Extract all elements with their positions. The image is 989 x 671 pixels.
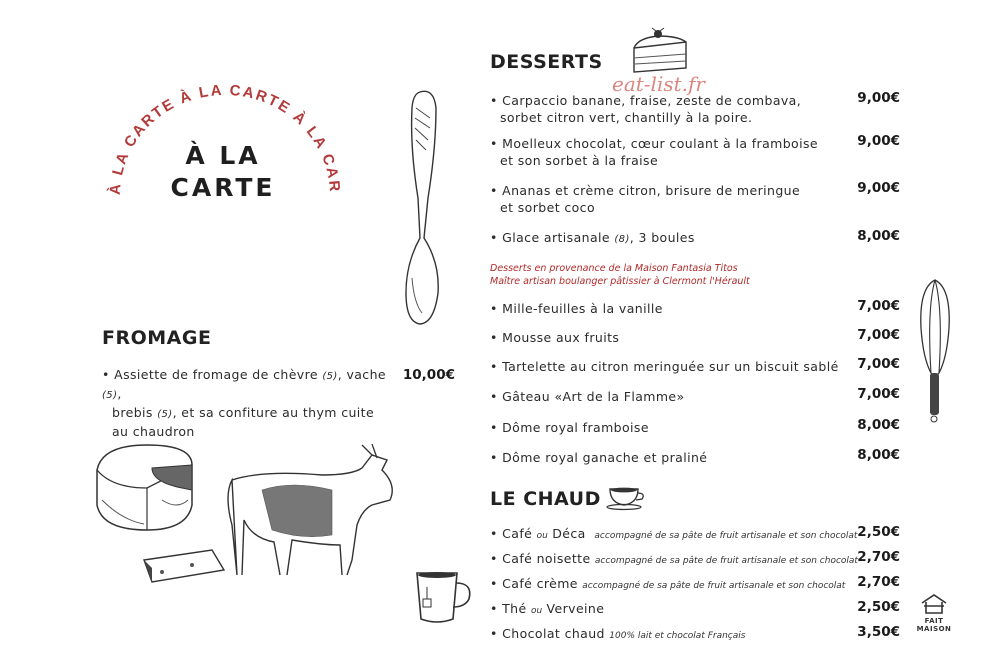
- dessert-price: 8,00€: [857, 228, 900, 244]
- desserts-heading: DESSERTS: [490, 51, 603, 73]
- dessert-price: 7,00€: [857, 356, 900, 372]
- cake-icon: [628, 28, 690, 76]
- chaud-price: 2,70€: [857, 574, 900, 590]
- dessert-price: 7,00€: [857, 298, 900, 314]
- fromage-price: 10,00€: [402, 367, 455, 383]
- dessert-price: 8,00€: [857, 417, 900, 433]
- supplier-note: Desserts en provenance de la Maison Fantasia Titos Maître artisan boulanger pâtissier à Clermont l'Hérault: [490, 263, 750, 287]
- dessert-price: 8,00€: [857, 447, 900, 463]
- dessert-item: • Tartelette au citron meringuée sur un biscuit sablé: [490, 359, 839, 374]
- fromage-heading: FROMAGE: [102, 327, 212, 349]
- dessert-item: • Dôme royal ganache et praliné: [490, 450, 708, 465]
- fait-maison-badge: FAIT MAISON: [916, 617, 952, 633]
- cheese-icon: [92, 440, 237, 590]
- title-line-1: À LA: [185, 141, 261, 170]
- dessert-item: • Gâteau «Art de la Flamme»: [490, 389, 685, 404]
- chaud-item: • Café crème accompagné de sa pâte de fruit artisanale et son chocolat: [490, 576, 846, 591]
- chaud-heading: LE CHAUD: [490, 488, 601, 510]
- mug-icon: [413, 569, 475, 625]
- dessert-item: • Moelleux chocolat, cœur coulant à la framboise et son sorbet à la fraise: [490, 136, 818, 168]
- fromage-item: • Assiette de fromage de chèvre (5), vache (5), brebis (5), et sa confiture au thym cuite au chaudron: [102, 367, 386, 439]
- chaud-price: 3,50€: [857, 624, 900, 640]
- dessert-item: • Mousse aux fruits: [490, 330, 620, 345]
- dessert-price: 7,00€: [857, 386, 900, 402]
- coffee-cup-icon: [606, 485, 648, 511]
- dessert-item: • Mille-feuilles à la vanille: [490, 301, 663, 316]
- dessert-item: • Carpaccio banane, fraise, zeste de combava, sorbet citron vert, chantilly à la poire.: [490, 93, 802, 125]
- dessert-price: 9,00€: [857, 90, 900, 106]
- page-title: [168, 140, 278, 204]
- chaud-price: 2,50€: [857, 524, 900, 540]
- chaud-price: 2,70€: [857, 549, 900, 565]
- chaud-item: • Thé ou Verveine: [490, 601, 605, 616]
- dessert-price: 7,00€: [857, 327, 900, 343]
- whisk-icon: [917, 278, 953, 423]
- goat-icon: [222, 450, 402, 585]
- chaud-item: • Café ou Déca accompagné de sa pâte de fruit artisanale et son chocolat: [490, 526, 858, 541]
- dessert-item: • Dôme royal framboise: [490, 420, 649, 435]
- watermark: eat-list.fr: [612, 72, 705, 96]
- dessert-item: • Ananas et crème citron, brisure de meringue et sorbet coco: [490, 183, 801, 215]
- arc-title-text: À LA CARTE À LA CARTE À LA CARTE À LA CARTE À LA CARTE: [88, 47, 344, 196]
- dessert-price: 9,00€: [857, 180, 900, 196]
- dessert-item: • Glace artisanale (8), 3 boules: [490, 230, 695, 245]
- house-icon: [920, 593, 948, 615]
- chaud-item: • Café noisette accompagné de sa pâte de fruit artisanale et son chocolat: [490, 551, 858, 566]
- chaud-price: 2,50€: [857, 599, 900, 615]
- dessert-price: 9,00€: [857, 133, 900, 149]
- spoon-icon: [400, 88, 445, 328]
- chaud-item: • Chocolat chaud 100% lait et chocolat Français: [490, 626, 746, 641]
- title-line-2: CARTE: [170, 173, 276, 202]
